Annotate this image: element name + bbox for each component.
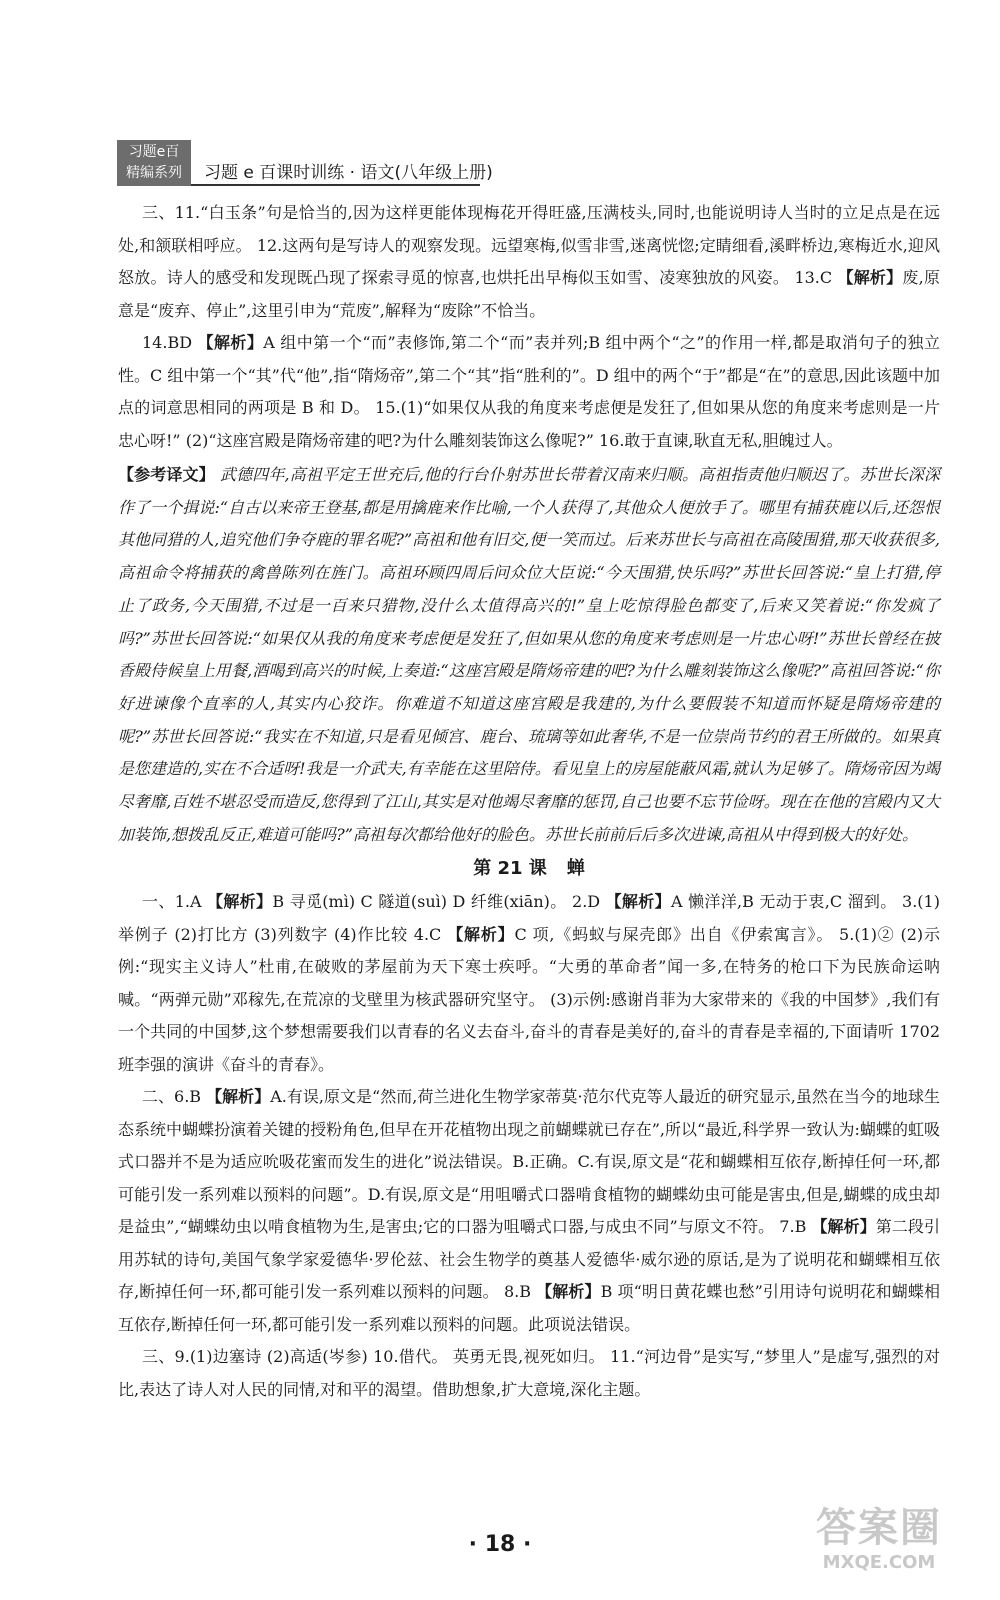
analysis-tag: 【解析】 — [206, 1087, 271, 1107]
analysis-tag: 【解析】 — [605, 892, 671, 912]
analysis-tag: 【解析】 — [206, 892, 273, 912]
analysis-tag: 【解析】 — [536, 1282, 601, 1302]
watermark-text: 答案圈 — [816, 1505, 942, 1551]
watermark-logo — [794, 1505, 964, 1583]
answer-text: 一、1.A — [142, 892, 207, 912]
translation-text: 武德四年,高祖平定王世充后,他的行台仆射苏世长带着汉南来归顺。高祖指责他归顺迟了。苏世长深深作了一个揖说:“自古以来帝王登基,都是用擒鹿来作比喻,一个人获得了,其他众人便放手了。哪里有捕获鹿以后,还怨恨其他同猎的人,追究他们争夺鹿的罪名呢?”高祖和他有旧交,便一笑而过。后来苏世长与高祖在高陵围猎,那天收获很多,高祖命令将捕获的禽兽陈列在旌门。高祖环顾四周后问众位大臣说:“今天围猎,快乐吗?”苏世长回答说:“皇上打猎,停止了政务,今天围猎,不过是一百来只猎物,没什么太值得高兴的!”皇上吃惊得脸色都变了,后来又笑着说:“你发疯了吗?”苏世长回答说:“如果仅从我的角度来考虑便是发狂了,但如果从您的角度来考虑则是一片忠心呀!”苏世长曾经在披香殿侍候皇上用餐,酒喝到高兴的时候,上奏道:“这座宫殿是隋炀帝建的吧?为什么雕刻装饰这么像呢?”高祖回答说:“你好进谏像个直率的人,其实内心狡诈。你难道不知道这座宫殿是我建的,为什么要假装不知道而怀疑是隋炀帝建的呢?”苏世长回答说:“我实在不知道,只是看见倾宫、鹿台、琉璃等如此奢华,不是一位崇尚节约的君王所做的。如果真是您建造的,实在不合适呀!我是一介武夫,有幸能在这里陪侍。看见皇上的房屋能蔽风霜,就认为足够了。隋炀帝因为竭尽奢靡,百姓不堪忍受而造反,您得到了江山,其实是对他竭尽奢靡的惩罚,自己也要不忘节俭呀。现在在他的宫殿内又大加装饰,想拨乱反正,难道可能吗?”高祖每次都给他好的脸色。苏世长前前后后多次进谏,高祖从中得到极大的好处。 — [118, 465, 940, 844]
answer-text: A 懒洋洋,B 无动于衷,C 溜到。 3.(1)举例子 (2)打比方 (3)列数字 (4)作比较 4.C — [118, 892, 940, 944]
analysis-tag: 【解析】 — [197, 333, 264, 352]
answer-paragraph-classical — [118, 327, 940, 457]
answer-text: 14.BD — [142, 333, 198, 352]
page-number: · 18 · — [468, 1532, 532, 1557]
series-badge-line1: 习题e百 — [128, 144, 180, 160]
analysis-tag: 【解析】 — [837, 268, 903, 287]
answer-text: 第二段引用苏轼的诗句,美国气象学家爱德华·罗伦兹、社会生物学的奠基人爱德华·威尔逊的原话,是为了说明花和蝴蝶相互依存,断掉任何一环,都可能引发一系列难以预料的问题。 8.B — [118, 1217, 940, 1302]
answer-text: A.有误,原文是“然而,荷兰进化生物学家蒂莫·范尔代克等人最近的研究显示,虽然在当今的地球生态系统中蝴蝶扮演着关键的授粉角色,但早在开花植物出现之前蝴蝶就已存在”,所以“最近,科学界一致认为:蝴蝶的虹吸式口器并不是为适应吮吸花蜜而发生的进化”说法错误。B.正确。C.有误,原文是“花和蝴蝶相互依存,断掉任何一环,都可能引发一系列难以预料的问题”。D.有误,原文是“用咀嚼式口器啃食植物的蝴蝶幼虫可能是害虫,但是,蝴蝶的成虫却是益虫”,“蝴蝶幼虫以啃食植物为生,是害虫;它的口器为咀嚼式口器,与成虫不同”与原文不符。 7.B — [118, 1087, 940, 1237]
answer-text: C 项,《蚂蚁与屎壳郎》出自《伊索寓言》。 5.(1)② (2)示例:“现实主义诗人”杜甫,在破败的茅屋前为天下寒士疾呼。“大勇的革命者”闻一多,在特务的枪口下为民族命运呐喊。“两弹元勋”邓稼先,在荒凉的戈壁里为核武器研究坚守。 (3)示例:感谢肖菲为大家带来的《我的中国梦》,我们有一个共同的中国梦,这个梦想需要我们以青春的名义去奋斗,奋斗的青春是美好的,奋斗的青春是幸福的,下面请听 1702 班李强的演讲《奋斗的青春》。 — [118, 924, 940, 1074]
book-title: 习题 e 百课时训练 · 语文(八年级上册) — [204, 163, 493, 183]
answer-text: A 组中第一个“而”表修饰,第二个“而”表并列;B 组中两个“之”的作用一样,都是取消句子的独立性。C 组中第一个“其”代“他”,指“隋炀帝”,第二个“其”指“胜利的”。D 组中的两个“于”都是“在”的意思,因此该题中加点的词意思相同的两项是 B 和 D。 15.(1)“如果仅从我的角度来考虑便是发狂了,但如果从您的角度来考虑则是一片忠心呀!” (2)“这座宫殿是隋炀帝建的吧?为什么雕刻装饰这么像呢?” 16.敢于直谏,耿直无私,胆魄过人。 — [118, 333, 940, 450]
lesson-name: 蝉 — [566, 858, 585, 880]
analysis-tag: 【解析】 — [811, 1217, 876, 1237]
answer-text: 三、11.“白玉条”句是恰当的,因为这样更能体现梅花开得旺盛,压满枝头,同时,也能说明诗人当时的立足点是在远处,和颔联相呼应。 12.这两句是写诗人的观察发现。远望寒梅,似雪非雪,迷离恍惚;定睛细看,溪畔桥边,寒梅近水,迎风怒放。诗人的感受和发现既凸现了探索寻觅的惊喜,也烘托出早梅似玉如雪、凌寒独放的风姿。 13.C — [118, 203, 940, 287]
answer-paragraph-section3 — [118, 1341, 940, 1406]
answer-text: 三、9.(1)边塞诗 (2)高适(岑参) 10.借代。 英勇无畏,视死如归。 11.“河边骨”是实写,“梦里人”是虚写,强烈的对比,表达了诗人对人民的同情,对和平的渴望。借助想象,扩大意境,深化主题。 — [118, 1347, 940, 1399]
answer-text: B 寻觅(mì) C 隧道(suì) D 纤维(xiān)。 2.D — [272, 892, 606, 912]
translation-tag: 【参考译文】 — [118, 465, 215, 484]
watermark-url: MXQE.COM — [822, 1552, 936, 1573]
lesson-title — [118, 853, 940, 885]
answer-text: B 项“明日黄花蝶也愁”引用诗句说明花和蝴蝶相互依存,断掉任何一环,都可能引发一系列难以预料的问题。此项说法错误。 — [118, 1282, 940, 1334]
answer-paragraph-poem — [118, 197, 940, 327]
lesson-number: 第 21 课 — [473, 858, 547, 880]
series-badge — [117, 140, 191, 186]
analysis-tag: 【解析】 — [447, 924, 515, 944]
answer-body — [118, 197, 940, 1406]
series-badge-line2: 精编系列 — [126, 165, 182, 181]
answer-paragraph-section2 — [118, 1081, 940, 1341]
answer-paragraph-section1 — [118, 886, 940, 1081]
answer-text: 二、6.B — [142, 1087, 207, 1107]
answer-text: 废,原意是“废弃、停止”,这里引申为“荒废”,解释为“废除”不恰当。 — [118, 268, 940, 320]
reference-translation — [118, 459, 940, 851]
header-rule — [191, 184, 480, 186]
